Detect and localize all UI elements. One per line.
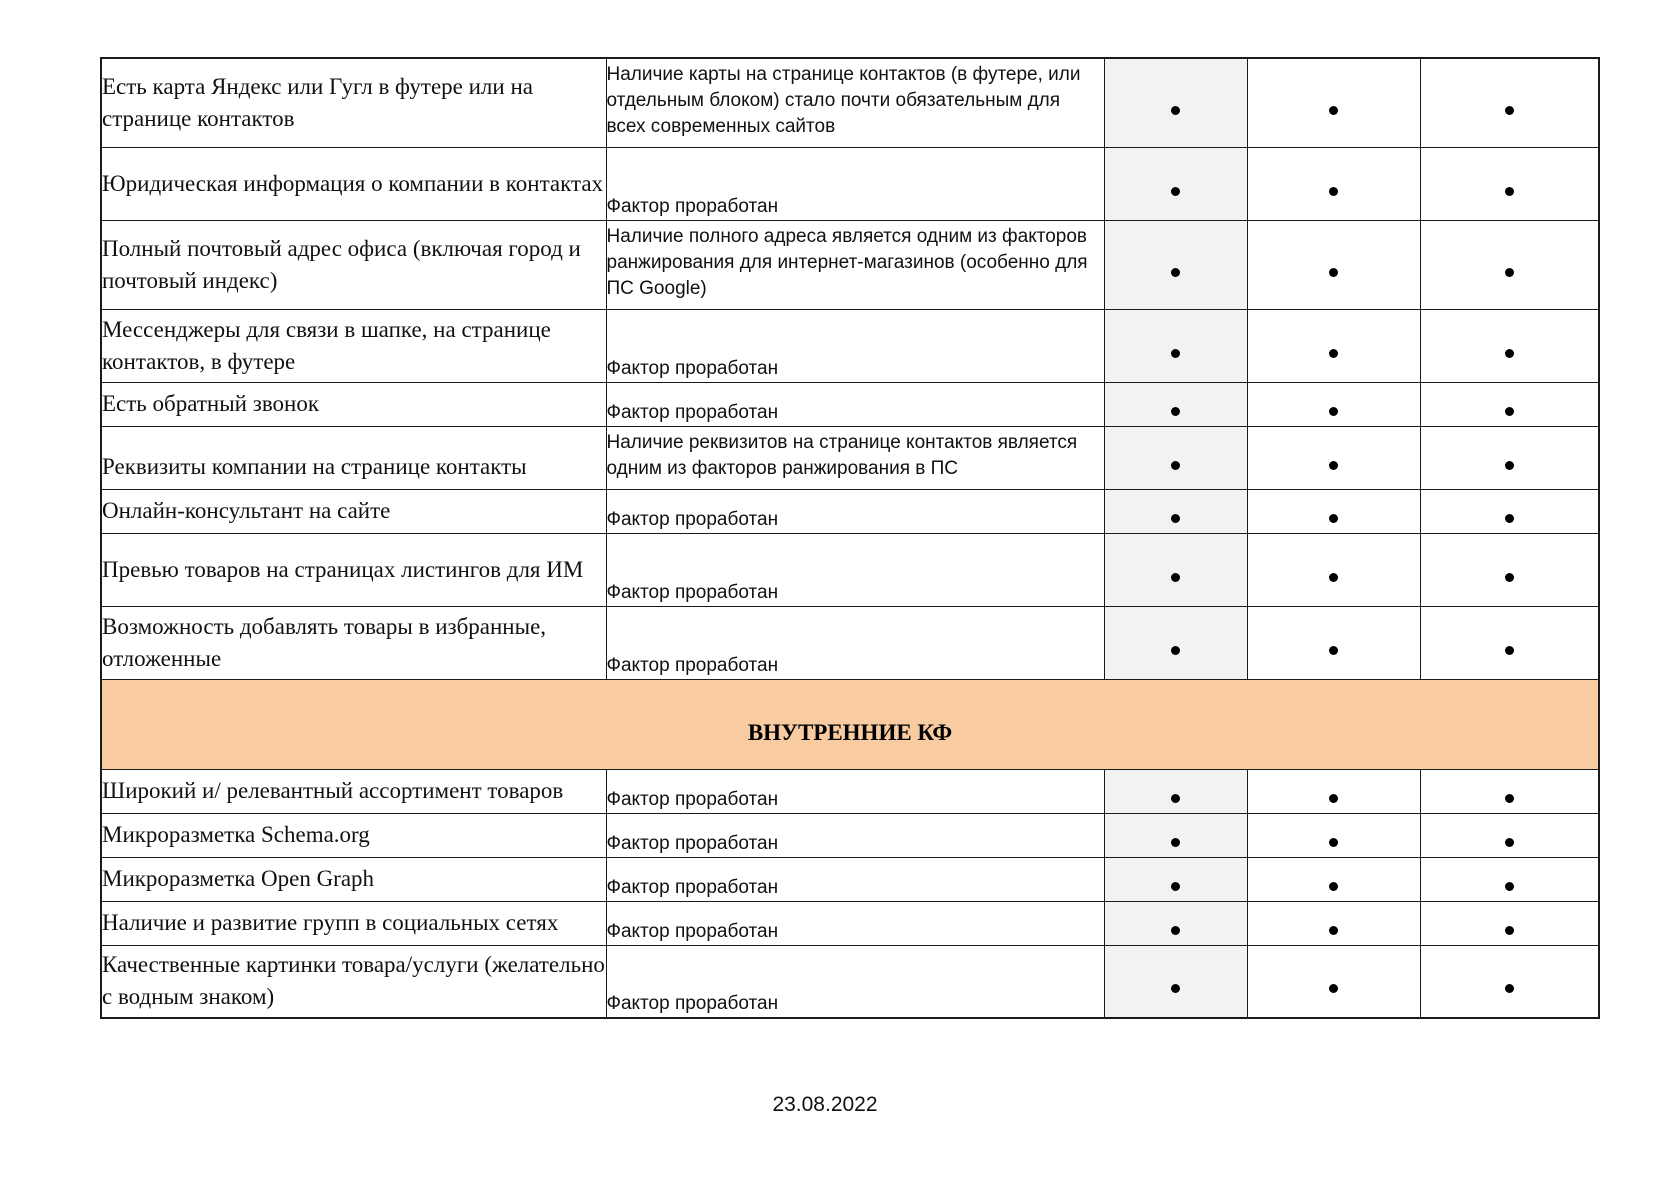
- mark-cell: [1247, 901, 1420, 945]
- bullet-mark: [1329, 407, 1338, 416]
- factor-cell: Юридическая информация о компании в контактах: [101, 147, 606, 220]
- bullet-mark: [1329, 794, 1338, 803]
- bullet-mark: [1171, 926, 1180, 935]
- bullet-mark: [1329, 882, 1338, 891]
- table-row: [101, 769, 1599, 813]
- table-row: [101, 813, 1599, 857]
- bullet-mark: [1505, 106, 1514, 115]
- mark-cell: [1104, 382, 1247, 426]
- bullet-mark: [1505, 882, 1514, 891]
- factor-cell: Онлайн-консультант на сайте: [101, 489, 606, 533]
- bullet-mark: [1171, 407, 1180, 416]
- note-cell: Фактор проработан: [606, 533, 1104, 606]
- table-row: [101, 426, 1599, 489]
- bullet-mark: [1329, 349, 1338, 358]
- note-cell: Фактор проработан: [606, 857, 1104, 901]
- factor-cell: Микроразметка Open Graph: [101, 857, 606, 901]
- mark-cell: [1420, 945, 1599, 1018]
- mark-cell: [1420, 901, 1599, 945]
- factor-cell: Мессенджеры для связи в шапке, на странице контактов, в футере: [101, 309, 606, 382]
- mark-cell: [1247, 606, 1420, 679]
- mark-cell: [1104, 489, 1247, 533]
- bullet-mark: [1329, 187, 1338, 196]
- mark-cell: [1420, 769, 1599, 813]
- section-header-row: [101, 679, 1599, 769]
- bullet-mark: [1505, 187, 1514, 196]
- mark-cell: [1420, 606, 1599, 679]
- bullet-mark: [1171, 461, 1180, 470]
- bullet-mark: [1171, 984, 1180, 993]
- mark-cell: [1104, 533, 1247, 606]
- bullet-mark: [1171, 794, 1180, 803]
- bullet-mark: [1329, 646, 1338, 655]
- bullet-mark: [1505, 349, 1514, 358]
- factor-cell: Качественные картинки товара/услуги (желательно с водным знаком): [101, 945, 606, 1018]
- table-row: [101, 945, 1599, 1018]
- mark-cell: [1247, 426, 1420, 489]
- bullet-mark: [1329, 106, 1338, 115]
- bullet-mark: [1329, 838, 1338, 847]
- mark-cell: [1420, 426, 1599, 489]
- bullet-mark: [1505, 461, 1514, 470]
- table-row: [101, 382, 1599, 426]
- table-row: [101, 901, 1599, 945]
- bullet-mark: [1505, 514, 1514, 523]
- mark-cell: [1247, 489, 1420, 533]
- footer-date: 23.08.2022: [772, 1093, 878, 1116]
- mark-cell: [1420, 309, 1599, 382]
- mark-cell: [1247, 769, 1420, 813]
- factors-table: [100, 57, 1600, 1019]
- bullet-mark: [1505, 407, 1514, 416]
- bullet-mark: [1329, 268, 1338, 277]
- factor-cell: Широкий и/ релевантный ассортимент товаров: [101, 769, 606, 813]
- mark-cell: [1247, 147, 1420, 220]
- section-title: ВНУТРЕННИЕ КФ: [101, 679, 1599, 769]
- mark-cell: [1420, 857, 1599, 901]
- note-cell: Фактор проработан: [606, 382, 1104, 426]
- mark-cell: [1104, 58, 1247, 147]
- note-cell: Фактор проработан: [606, 901, 1104, 945]
- bullet-mark: [1171, 349, 1180, 358]
- bullet-mark: [1171, 573, 1180, 582]
- note-cell: Наличие карты на странице контактов (в футере, или отдельным блоком) стало почти обязательным для всех современных сайтов: [606, 58, 1104, 147]
- note-cell: Фактор проработан: [606, 309, 1104, 382]
- mark-cell: [1420, 489, 1599, 533]
- bullet-mark: [1171, 646, 1180, 655]
- bullet-mark: [1505, 926, 1514, 935]
- bullet-mark: [1329, 926, 1338, 935]
- mark-cell: [1247, 857, 1420, 901]
- mark-cell: [1420, 533, 1599, 606]
- bullet-mark: [1171, 106, 1180, 115]
- bullet-mark: [1171, 187, 1180, 196]
- bullet-mark: [1171, 882, 1180, 891]
- factor-cell: Есть карта Яндекс или Гугл в футере или на странице контактов: [101, 58, 606, 147]
- factor-cell: Реквизиты компании на странице контакты: [101, 426, 606, 489]
- mark-cell: [1247, 58, 1420, 147]
- mark-cell: [1104, 769, 1247, 813]
- table-row: [101, 147, 1599, 220]
- note-cell: Фактор проработан: [606, 606, 1104, 679]
- bullet-mark: [1505, 573, 1514, 582]
- mark-cell: [1104, 426, 1247, 489]
- table-row: [101, 533, 1599, 606]
- bullet-mark: [1171, 838, 1180, 847]
- note-cell: Фактор проработан: [606, 489, 1104, 533]
- table-row: [101, 489, 1599, 533]
- table-row: [101, 220, 1599, 309]
- mark-cell: [1420, 813, 1599, 857]
- note-cell: Фактор проработан: [606, 945, 1104, 1018]
- mark-cell: [1104, 813, 1247, 857]
- bullet-mark: [1505, 268, 1514, 277]
- mark-cell: [1247, 533, 1420, 606]
- mark-cell: [1420, 147, 1599, 220]
- factor-cell: Микроразметка Schema.org: [101, 813, 606, 857]
- table-row: [101, 58, 1599, 147]
- bullet-mark: [1329, 573, 1338, 582]
- mark-cell: [1247, 382, 1420, 426]
- bullet-mark: [1505, 838, 1514, 847]
- note-cell: Фактор проработан: [606, 147, 1104, 220]
- mark-cell: [1420, 58, 1599, 147]
- mark-cell: [1104, 220, 1247, 309]
- note-cell: Фактор проработан: [606, 769, 1104, 813]
- bullet-mark: [1505, 984, 1514, 993]
- table-row: [101, 857, 1599, 901]
- table-row: [101, 606, 1599, 679]
- note-cell: Фактор проработан: [606, 813, 1104, 857]
- note-cell: Наличие реквизитов на странице контактов является одним из факторов ранжирования в ПС: [606, 426, 1104, 489]
- mark-cell: [1420, 382, 1599, 426]
- mark-cell: [1420, 220, 1599, 309]
- table-row: [101, 309, 1599, 382]
- mark-cell: [1104, 309, 1247, 382]
- mark-cell: [1104, 606, 1247, 679]
- bullet-mark: [1329, 514, 1338, 523]
- bullet-mark: [1329, 461, 1338, 470]
- bullet-mark: [1171, 514, 1180, 523]
- factor-cell: Возможность добавлять товары в избранные, отложенные: [101, 606, 606, 679]
- bullet-mark: [1505, 794, 1514, 803]
- bullet-mark: [1171, 268, 1180, 277]
- factor-cell: Наличие и развитие групп в социальных сетях: [101, 901, 606, 945]
- mark-cell: [1104, 901, 1247, 945]
- mark-cell: [1104, 147, 1247, 220]
- mark-cell: [1247, 945, 1420, 1018]
- factor-cell: Превью товаров на страницах листингов для ИМ: [101, 533, 606, 606]
- note-cell: Наличие полного адреса является одним из факторов ранжирования для интернет-магазинов (особенно для ПС Google): [606, 220, 1104, 309]
- mark-cell: [1104, 945, 1247, 1018]
- mark-cell: [1247, 813, 1420, 857]
- mark-cell: [1247, 220, 1420, 309]
- mark-cell: [1104, 857, 1247, 901]
- factor-cell: Полный почтовый адрес офиса (включая город и почтовый индекс): [101, 220, 606, 309]
- bullet-mark: [1505, 646, 1514, 655]
- report-sheet: [100, 57, 1598, 1019]
- factor-cell: Есть обратный звонок: [101, 382, 606, 426]
- bullet-mark: [1329, 984, 1338, 993]
- mark-cell: [1247, 309, 1420, 382]
